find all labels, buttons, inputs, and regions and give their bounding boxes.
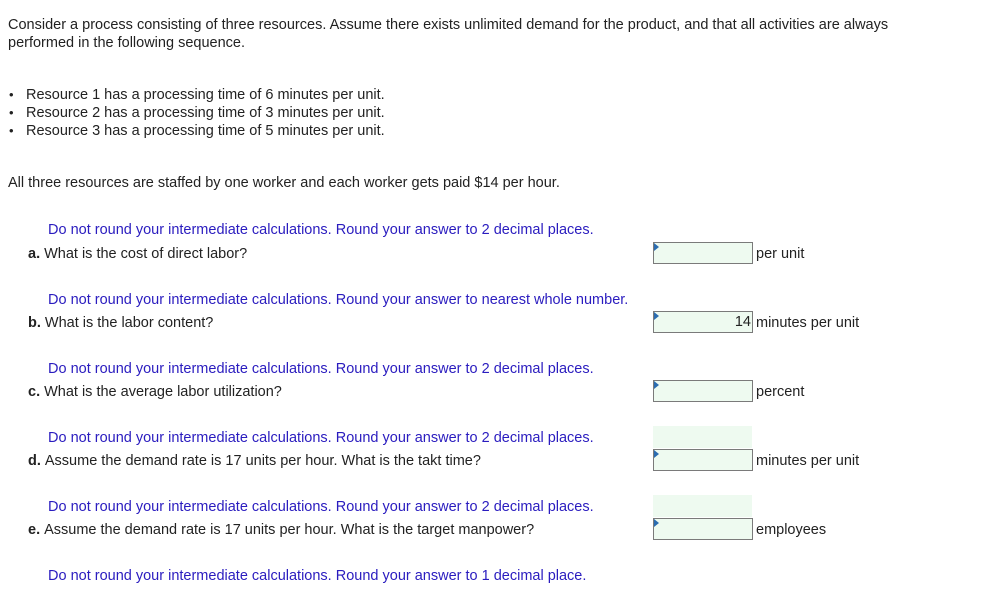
unit-label-c: percent: [756, 384, 805, 400]
answer-input-d[interactable]: [653, 449, 753, 471]
bullet-icon: •: [9, 105, 14, 120]
flag-icon: [654, 450, 659, 458]
question-e: e. Assume the demand rate is 17 units per hour. What is the target manpower?: [28, 522, 535, 538]
instruction-a: Do not round your intermediate calculations. Round your answer to 2 decimal places.: [48, 222, 594, 238]
list-item: • Resource 3 has a processing time of 5 minutes per unit.: [9, 123, 385, 139]
instruction-c: Do not round your intermediate calculations. Round your answer to 2 decimal places.: [48, 361, 594, 377]
list-item: • Resource 1 has a processing time of 6 minutes per unit.: [9, 87, 385, 103]
answer-input-b[interactable]: [653, 311, 753, 333]
instruction-e: Do not round your intermediate calculations. Round your answer to 2 decimal places.: [48, 499, 594, 515]
resource-list: [8, 86, 385, 140]
answer-input-c[interactable]: [653, 380, 753, 402]
list-item: • Resource 2 has a processing time of 3 minutes per unit.: [9, 105, 385, 121]
unit-label-d: minutes per unit: [756, 453, 860, 469]
unit-label-e: employees: [756, 522, 827, 538]
question-d: d. Assume the demand rate is 17 units per hour. What is the takt time?: [28, 453, 481, 469]
flag-icon: [654, 519, 659, 527]
instruction-b: Do not round your intermediate calculations. Round your answer to nearest whole number.: [48, 292, 629, 308]
question-a: a. What is the cost of direct labor?: [28, 246, 248, 262]
problem-intro: Consider a process consisting of three resources. Assume there exists unlimited demand for the product, and that all activities are always performed in the following sequence.: [8, 17, 889, 51]
flag-icon: [654, 243, 659, 251]
staffing-statement: All three resources are staffed by one worker and each worker gets paid $14 per hour.: [8, 175, 560, 191]
question-c: c. What is the average labor utilization?: [28, 384, 282, 400]
unit-label-b: minutes per unit: [756, 315, 860, 331]
flag-icon: [654, 381, 659, 389]
answer-input-e[interactable]: [653, 518, 753, 540]
bullet-icon: •: [9, 87, 14, 102]
instruction-d: Do not round your intermediate calculations. Round your answer to 2 decimal places.: [48, 430, 594, 446]
answer-highlight: [653, 426, 752, 448]
bullet-icon: •: [9, 123, 14, 138]
flag-icon: [654, 312, 659, 320]
answer-highlight: [653, 495, 752, 517]
unit-label-a: per unit: [756, 246, 805, 262]
instruction-f: Do not round your intermediate calculations. Round your answer to 1 decimal place.: [48, 568, 587, 584]
question-b: b. What is the labor content?: [28, 315, 214, 331]
answer-input-a[interactable]: [653, 242, 753, 264]
